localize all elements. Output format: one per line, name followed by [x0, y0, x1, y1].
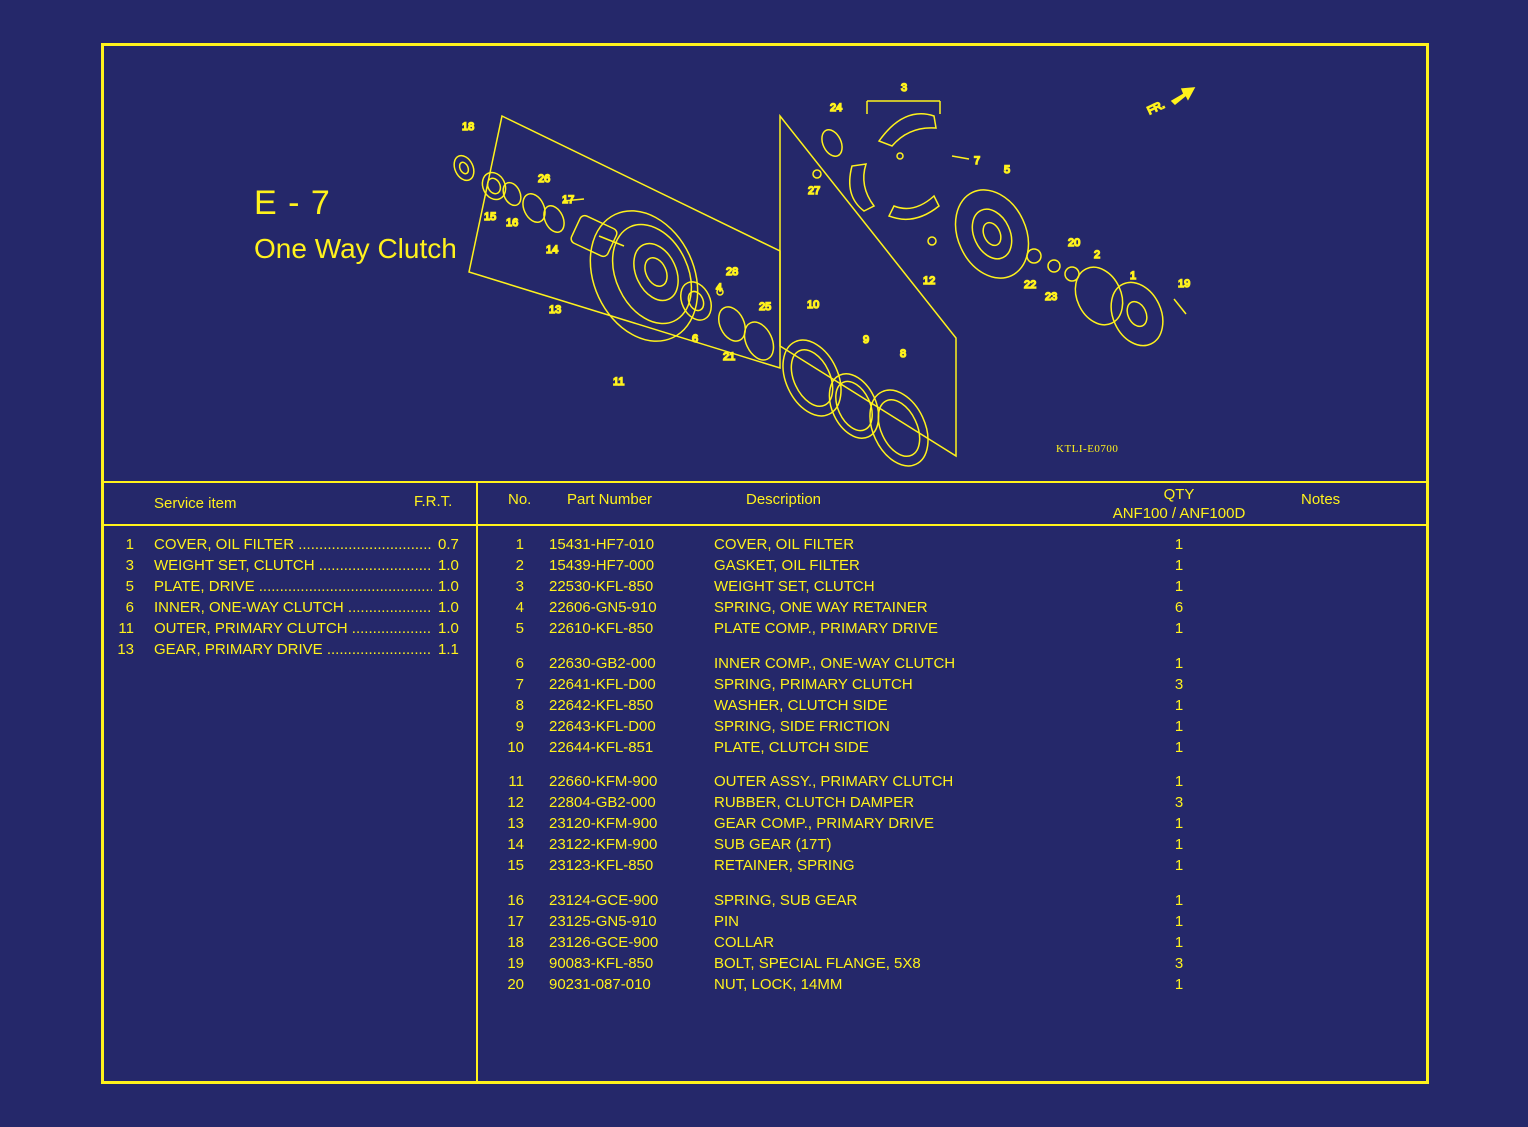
part-number-header: Part Number	[567, 491, 653, 508]
callout-3: 3	[901, 82, 908, 94]
service-row	[104, 619, 474, 639]
callout-27: 27	[808, 185, 821, 197]
service-row-frt: 0.7	[438, 536, 459, 553]
part-row-qty: 1	[1174, 654, 1184, 672]
part-row-number: 22641-KFL-D00	[549, 675, 656, 693]
part-row-description: SPRING, PRIMARY CLUTCH	[714, 675, 913, 693]
service-row	[104, 535, 474, 555]
part-row-description: PLATE COMP., PRIMARY DRIVE	[714, 620, 938, 637]
part-row-qty: 3	[1174, 794, 1184, 811]
frt-header: F.R.T.	[414, 493, 453, 510]
callout-19: 19	[1178, 278, 1191, 290]
section-title: One Way Clutch	[254, 233, 457, 264]
callout-28: 28	[726, 266, 739, 278]
callout-24: 24	[830, 102, 843, 114]
part-row-description: SPRING, ONE WAY RETAINER	[714, 599, 928, 616]
part-row-no: 2	[515, 557, 524, 574]
part-row-number: 15439-HF7-000	[549, 557, 655, 574]
part-row-qty: 1	[1174, 773, 1184, 790]
part-row-qty: 1	[1174, 578, 1184, 595]
part-row	[479, 696, 1379, 716]
part-row	[479, 535, 1379, 555]
part-row-no: 16	[507, 891, 524, 909]
callout-26: 26	[538, 173, 551, 185]
part-row-number: 23124-GCE-900	[549, 891, 659, 909]
callout-7: 7	[974, 155, 981, 167]
part-row	[479, 891, 1379, 911]
callout-22: 22	[1024, 279, 1037, 291]
part-row-qty: 1	[1174, 933, 1184, 951]
service-row-frt: 1.0	[438, 578, 459, 595]
part-row-no: 13	[507, 815, 524, 832]
part-row-no: 19	[507, 954, 524, 972]
part-row-description: RUBBER, CLUTCH DAMPER	[714, 794, 915, 811]
service-item-header: Service item	[154, 495, 237, 512]
part-row-qty: 1	[1174, 620, 1184, 637]
service-row	[104, 577, 474, 597]
callout-17: 17	[562, 194, 575, 206]
part-row-no: 17	[507, 912, 524, 930]
front-direction-label: FR.	[1145, 98, 1167, 118]
service-row-name: OUTER, PRIMARY CLUTCH .....	[154, 619, 432, 639]
section-code: E - 7	[254, 184, 331, 222]
callout-13: 13	[549, 304, 562, 316]
part-row-description: COLLAR	[714, 933, 775, 951]
part-row-number: 23120-KFM-900	[549, 815, 658, 832]
callout-20: 20	[1068, 237, 1081, 249]
service-row-no: 3	[125, 557, 134, 574]
part-row-description: OUTER ASSY., PRIMARY CLUTCH	[714, 773, 954, 790]
part-row	[479, 654, 1379, 674]
notes-header: Notes	[1301, 491, 1341, 508]
part-row-number: 15431-HF7-010	[549, 536, 655, 553]
part-row-description: NUT, LOCK, 14MM	[714, 975, 843, 993]
part-row-no: 8	[515, 696, 524, 714]
part-row-no: 9	[515, 717, 524, 735]
part-row-no: 5	[515, 620, 524, 637]
part-row	[479, 675, 1379, 695]
part-row-qty: 1	[1174, 857, 1184, 874]
part-row-description: COVER, OIL FILTER	[714, 536, 855, 553]
part-row-qty: 1	[1174, 717, 1184, 735]
part-row-number: 23125-GN5-910	[549, 912, 657, 930]
part-row-description: SUB GEAR (17T)	[714, 836, 832, 853]
exploded-diagram	[104, 46, 1426, 481]
part-row	[479, 556, 1379, 576]
part-row-qty: 1	[1174, 815, 1184, 832]
part-row-number: 22530-KFL-850	[549, 578, 654, 595]
service-row-frt: 1.0	[438, 620, 459, 637]
part-row	[479, 954, 1379, 974]
part-row-no: 14	[507, 836, 524, 853]
part-row-number: 22804-GB2-000	[549, 794, 656, 811]
part-row-number: 22643-KFL-D00	[549, 717, 656, 735]
clutch-exploded-view	[104, 46, 1426, 481]
callout-2: 2	[1094, 249, 1101, 261]
header-divider	[104, 481, 1426, 483]
diagram-reference: KTLI-E0700	[1056, 443, 1119, 455]
part-row-no: 4	[515, 599, 524, 616]
part-row	[479, 717, 1379, 737]
callout-6: 6	[692, 333, 699, 345]
part-row-description: GEAR COMP., PRIMARY DRIVE	[714, 815, 935, 832]
part-row-description: GASKET, OIL FILTER	[714, 557, 860, 574]
part-row-no: 12	[507, 794, 524, 811]
part-row	[479, 772, 1379, 792]
part-row-number: 22660-KFM-900	[549, 773, 658, 790]
part-row	[479, 793, 1379, 813]
part-row-description: SPRING, SUB GEAR	[714, 891, 858, 909]
part-row-description: WEIGHT SET, CLUTCH	[714, 578, 875, 595]
part-row-qty: 1	[1174, 536, 1184, 553]
service-row-frt: 1.0	[438, 599, 459, 616]
part-row	[479, 738, 1379, 758]
part-row-number: 23126-GCE-900	[549, 933, 659, 951]
part-row-number: 23123-KFL-850	[549, 857, 654, 874]
part-row-description: BOLT, SPECIAL FLANGE, 5X8	[714, 954, 921, 972]
part-row	[479, 933, 1379, 953]
part-row-description: PLATE, CLUTCH SIDE	[714, 738, 869, 756]
part-row	[479, 814, 1379, 834]
part-row-number: 22606-GN5-910	[549, 599, 657, 616]
part-row-no: 11	[508, 773, 524, 790]
service-row	[104, 556, 474, 576]
service-row-name: GEAR, PRIMARY DRIVE .....	[154, 640, 432, 660]
callout-4: 4	[716, 282, 723, 294]
callout-1: 1	[1130, 270, 1137, 282]
service-row-frt: 1.0	[438, 557, 459, 574]
part-row-no: 15	[507, 857, 524, 874]
part-row-qty: 6	[1174, 599, 1184, 616]
part-row-number: 22642-KFL-850	[549, 696, 654, 714]
callout-8: 8	[900, 348, 907, 360]
qty-header: QTY	[1163, 486, 1195, 503]
part-row-description: PIN	[714, 912, 740, 930]
callout-18: 18	[462, 121, 475, 133]
callout-16: 16	[506, 217, 519, 229]
part-row-description: INNER COMP., ONE-WAY CLUTCH	[714, 654, 956, 672]
service-row-no: 1	[125, 536, 134, 553]
part-row-no: 1	[515, 536, 524, 553]
part-row-qty: 3	[1174, 954, 1184, 972]
page-frame	[101, 43, 1429, 1084]
part-row-description: RETAINER, SPRING	[714, 857, 855, 874]
service-row-no: 11	[118, 620, 134, 637]
table-header-divider	[104, 524, 1426, 526]
callout-10: 10	[807, 299, 820, 311]
part-row-description: WASHER, CLUTCH SIDE	[714, 696, 888, 714]
part-row-qty: 1	[1174, 891, 1184, 909]
part-row-no: 7	[515, 675, 524, 693]
service-row-name: PLATE, DRIVE .....	[154, 577, 432, 597]
part-row-no: 3	[515, 578, 524, 595]
part-row	[479, 856, 1379, 876]
column-divider	[476, 481, 478, 1081]
part-row-qty: 1	[1174, 912, 1184, 930]
part-row-description: SPRING, SIDE FRICTION	[714, 717, 890, 735]
part-row	[479, 912, 1379, 932]
part-row-qty: 3	[1174, 675, 1184, 693]
part-row	[479, 619, 1379, 639]
part-row-qty: 1	[1174, 696, 1184, 714]
part-row-number: 22630-GB2-000	[549, 654, 656, 672]
part-row-qty: 1	[1174, 836, 1184, 853]
part-row-no: 10	[507, 738, 524, 756]
part-row-number: 22610-KFL-850	[549, 620, 654, 637]
description-header: Description	[746, 491, 822, 508]
part-row-number: 23122-KFM-900	[549, 836, 658, 853]
part-row-no: 18	[507, 933, 524, 951]
part-row-number: 90231-087-010	[549, 975, 651, 993]
part-row	[479, 577, 1379, 597]
service-row-name: WEIGHT SET, CLUTCH .....	[154, 556, 432, 576]
callout-5: 5	[1004, 164, 1011, 176]
no-header: No.	[508, 491, 532, 508]
service-row-frt: 1.1	[438, 641, 459, 658]
part-row-no: 20	[507, 975, 524, 993]
part-row	[479, 835, 1379, 855]
part-row-qty: 1	[1174, 557, 1184, 574]
part-row-qty: 1	[1174, 975, 1184, 993]
callout-9: 9	[863, 334, 870, 346]
service-row-no: 6	[125, 599, 134, 616]
part-row-qty: 1	[1174, 738, 1184, 756]
part-row-number: 22644-KFL-851	[549, 738, 654, 756]
callout-11: 11	[613, 376, 625, 388]
part-row	[479, 975, 1379, 995]
service-row-no: 5	[125, 578, 134, 595]
part-row-no: 6	[515, 654, 524, 672]
service-row	[104, 598, 474, 618]
callout-21: 21	[723, 351, 736, 363]
service-row-no: 13	[117, 641, 134, 658]
part-row-number: 90083-KFL-850	[549, 954, 654, 972]
callout-25: 25	[759, 301, 772, 313]
callout-14: 14	[546, 244, 559, 256]
qty-models-header: ANF100 / ANF100D	[1112, 505, 1246, 522]
callout-12: 12	[923, 275, 936, 287]
callout-15: 15	[484, 211, 497, 223]
service-row-name: COVER, OIL FILTER .....	[154, 535, 432, 555]
service-row-name: INNER, ONE-WAY CLUTCH .....	[154, 598, 432, 618]
part-row	[479, 598, 1379, 618]
service-row	[104, 640, 474, 660]
callout-23: 23	[1045, 291, 1058, 303]
